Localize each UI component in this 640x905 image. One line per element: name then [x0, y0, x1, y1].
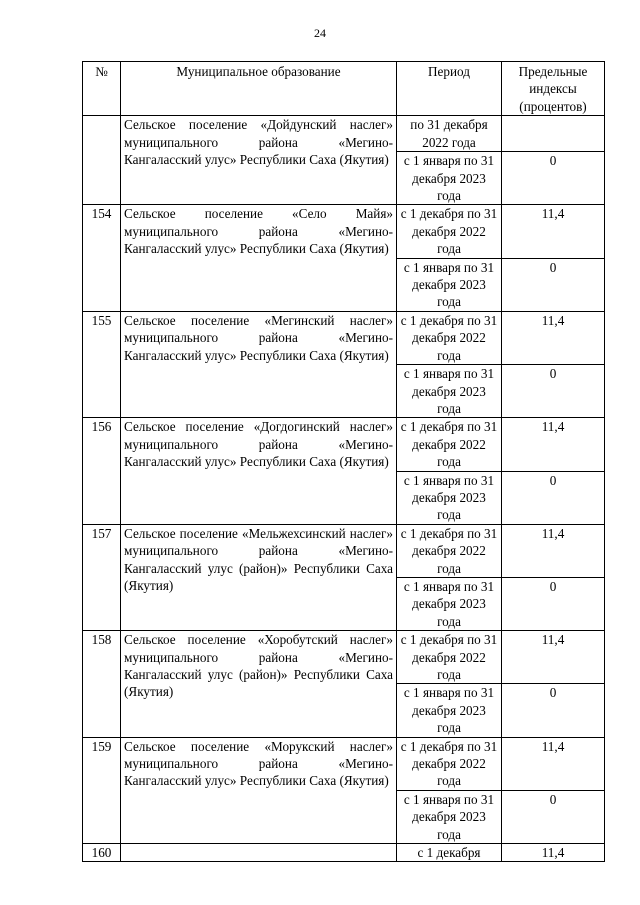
period-cell: с 1 декабря по 31 декабря 2022 года [397, 311, 502, 364]
index-cell: 0 [502, 684, 605, 737]
table-row [83, 116, 605, 152]
index-cell: 0 [502, 790, 605, 843]
header-municipality: Муниципальное образование [121, 62, 397, 116]
period-cell: с 1 декабря по 31 декабря 2022 года [397, 418, 502, 471]
table-row [83, 205, 605, 258]
period-cell: с 1 декабря по 31 декабря 2022 года [397, 205, 502, 258]
table-row [83, 524, 605, 577]
header-period: Период [397, 62, 502, 116]
row-number: 156 [83, 418, 121, 524]
index-cell: 11,4 [502, 737, 605, 790]
index-cell: 11,4 [502, 205, 605, 258]
municipality-cell: Сельское поселение «Дойдунский наслег» муниципального района «Мегино-Кангаласский улус» Республики Саха (Якутия) [121, 116, 397, 205]
index-cell: 11,4 [502, 311, 605, 364]
period-cell: с 1 января по 31 декабря 2023 года [397, 471, 502, 524]
index-cell: 0 [502, 258, 605, 311]
index-cell: 11,4 [502, 844, 605, 862]
row-number: 158 [83, 631, 121, 737]
municipality-cell: Сельское поселение «Догдогинский наслег» муниципального района «Мегино-Кангаласский улус» Республики Саха (Якутия) [121, 418, 397, 524]
period-cell: по 31 декабря 2022 года [397, 116, 502, 152]
index-cell: 11,4 [502, 524, 605, 577]
index-cell [502, 116, 605, 152]
period-cell: с 1 декабря по 31 декабря 2022 года [397, 737, 502, 790]
period-cell: с 1 января по 31 декабря 2023 года [397, 152, 502, 205]
municipality-cell: Сельское поселение «Мегинский наслег» муниципального района «Мегино-Кангаласский улус» Республики Саха (Якутия) [121, 311, 397, 417]
period-cell: с 1 декабря по 31 декабря 2022 года [397, 524, 502, 577]
index-cell: 11,4 [502, 631, 605, 684]
row-number: 159 [83, 737, 121, 843]
municipality-cell: Сельское поселение «Село Майя» муниципального района «Мегино-Кангаласский улус» Республики Саха (Якутия) [121, 205, 397, 311]
municipality-cell [121, 844, 397, 862]
row-number [83, 116, 121, 205]
table-header-row [83, 62, 605, 116]
table-row [83, 844, 605, 862]
index-cell: 0 [502, 577, 605, 630]
indices-table [82, 61, 605, 862]
period-cell: с 1 января по 31 декабря 2023 года [397, 365, 502, 418]
period-cell: с 1 января по 31 декабря 2023 года [397, 684, 502, 737]
municipality-cell: Сельское поселение «Мельжехсинский наслег» муниципального района «Мегино-Кангаласский улус (район)» Республики Саха (Якутия) [121, 524, 397, 630]
index-cell: 0 [502, 365, 605, 418]
row-number: 155 [83, 311, 121, 417]
municipality-cell: Сельское поселение «Морукский наслег» муниципального района «Мегино-Кангаласский улус» Республики Саха (Якутия) [121, 737, 397, 843]
row-number: 160 [83, 844, 121, 862]
table-row [83, 418, 605, 471]
period-cell: с 1 декабря [397, 844, 502, 862]
index-cell: 0 [502, 471, 605, 524]
table-row [83, 631, 605, 684]
header-num: № [83, 62, 121, 116]
row-number: 154 [83, 205, 121, 311]
period-cell: с 1 января по 31 декабря 2023 года [397, 790, 502, 843]
municipality-cell: Сельское поселение «Хоробутский наслег» муниципального района «Мегино-Кангаласский улус (район)» Республики Саха (Якутия) [121, 631, 397, 737]
page-number: 24 [314, 26, 326, 40]
header-index: Предельные индексы (процентов) [502, 62, 605, 116]
table-row [83, 311, 605, 364]
index-cell: 0 [502, 152, 605, 205]
period-cell: с 1 января по 31 декабря 2023 года [397, 258, 502, 311]
period-cell: с 1 января по 31 декабря 2023 года [397, 577, 502, 630]
period-cell: с 1 декабря по 31 декабря 2022 года [397, 631, 502, 684]
row-number: 157 [83, 524, 121, 630]
table-row [83, 737, 605, 790]
index-cell: 11,4 [502, 418, 605, 471]
